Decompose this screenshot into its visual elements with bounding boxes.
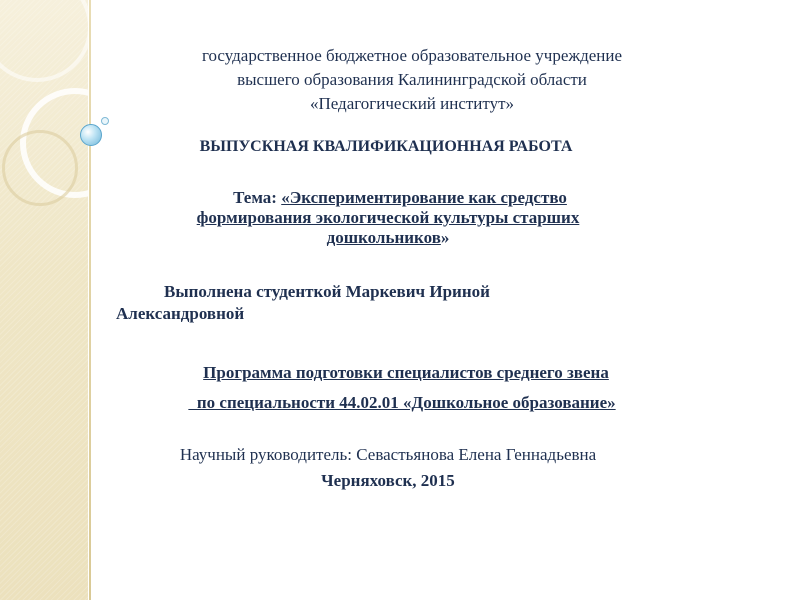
topic-suffix: » (440, 228, 450, 247)
supervisor-line (88, 444, 688, 466)
small-bubble-icon (101, 117, 109, 125)
decorative-ring-top (0, 0, 92, 82)
decorative-side-band (0, 0, 88, 600)
topic-line-3 (88, 227, 688, 249)
topic-text-1: «Экспериментирование как средство (281, 188, 567, 207)
topic-prefix: Тема: (233, 188, 282, 207)
institution-line-2: высшего образования Калининградской области (237, 70, 587, 89)
place-year: Черняховск, 2015 (321, 471, 455, 490)
institution-line-3: «Педагогический институт» (309, 94, 515, 113)
topic-text-3: дошкольников (326, 228, 441, 247)
institution-line-1: государственное бюджетное образовательное учреждение (201, 46, 623, 65)
author-line-2: Александровной (116, 304, 245, 323)
supervisor-label: Научный руководитель: (179, 445, 357, 464)
program-line-1: Программа подготовки специалистов среднего звена (203, 363, 609, 382)
topic-line-2: формирования экологической культуры старших (196, 208, 580, 227)
decorative-edge-line (89, 0, 91, 600)
decorative-ring-inner (2, 130, 78, 206)
author-line-1: Выполнена студенткой Маркевич Ириной (164, 282, 490, 301)
program-line-2: по специальности 44.02.01 «Дошкольное образование» (188, 393, 616, 412)
work-type-title: ВЫПУСКНАЯ КВАЛИФИКАЦИОННАЯ РАБОТА (199, 138, 573, 155)
topic-line-1 (100, 187, 700, 209)
supervisor-name: Севастьянова Елена Геннадьевна (356, 445, 597, 464)
